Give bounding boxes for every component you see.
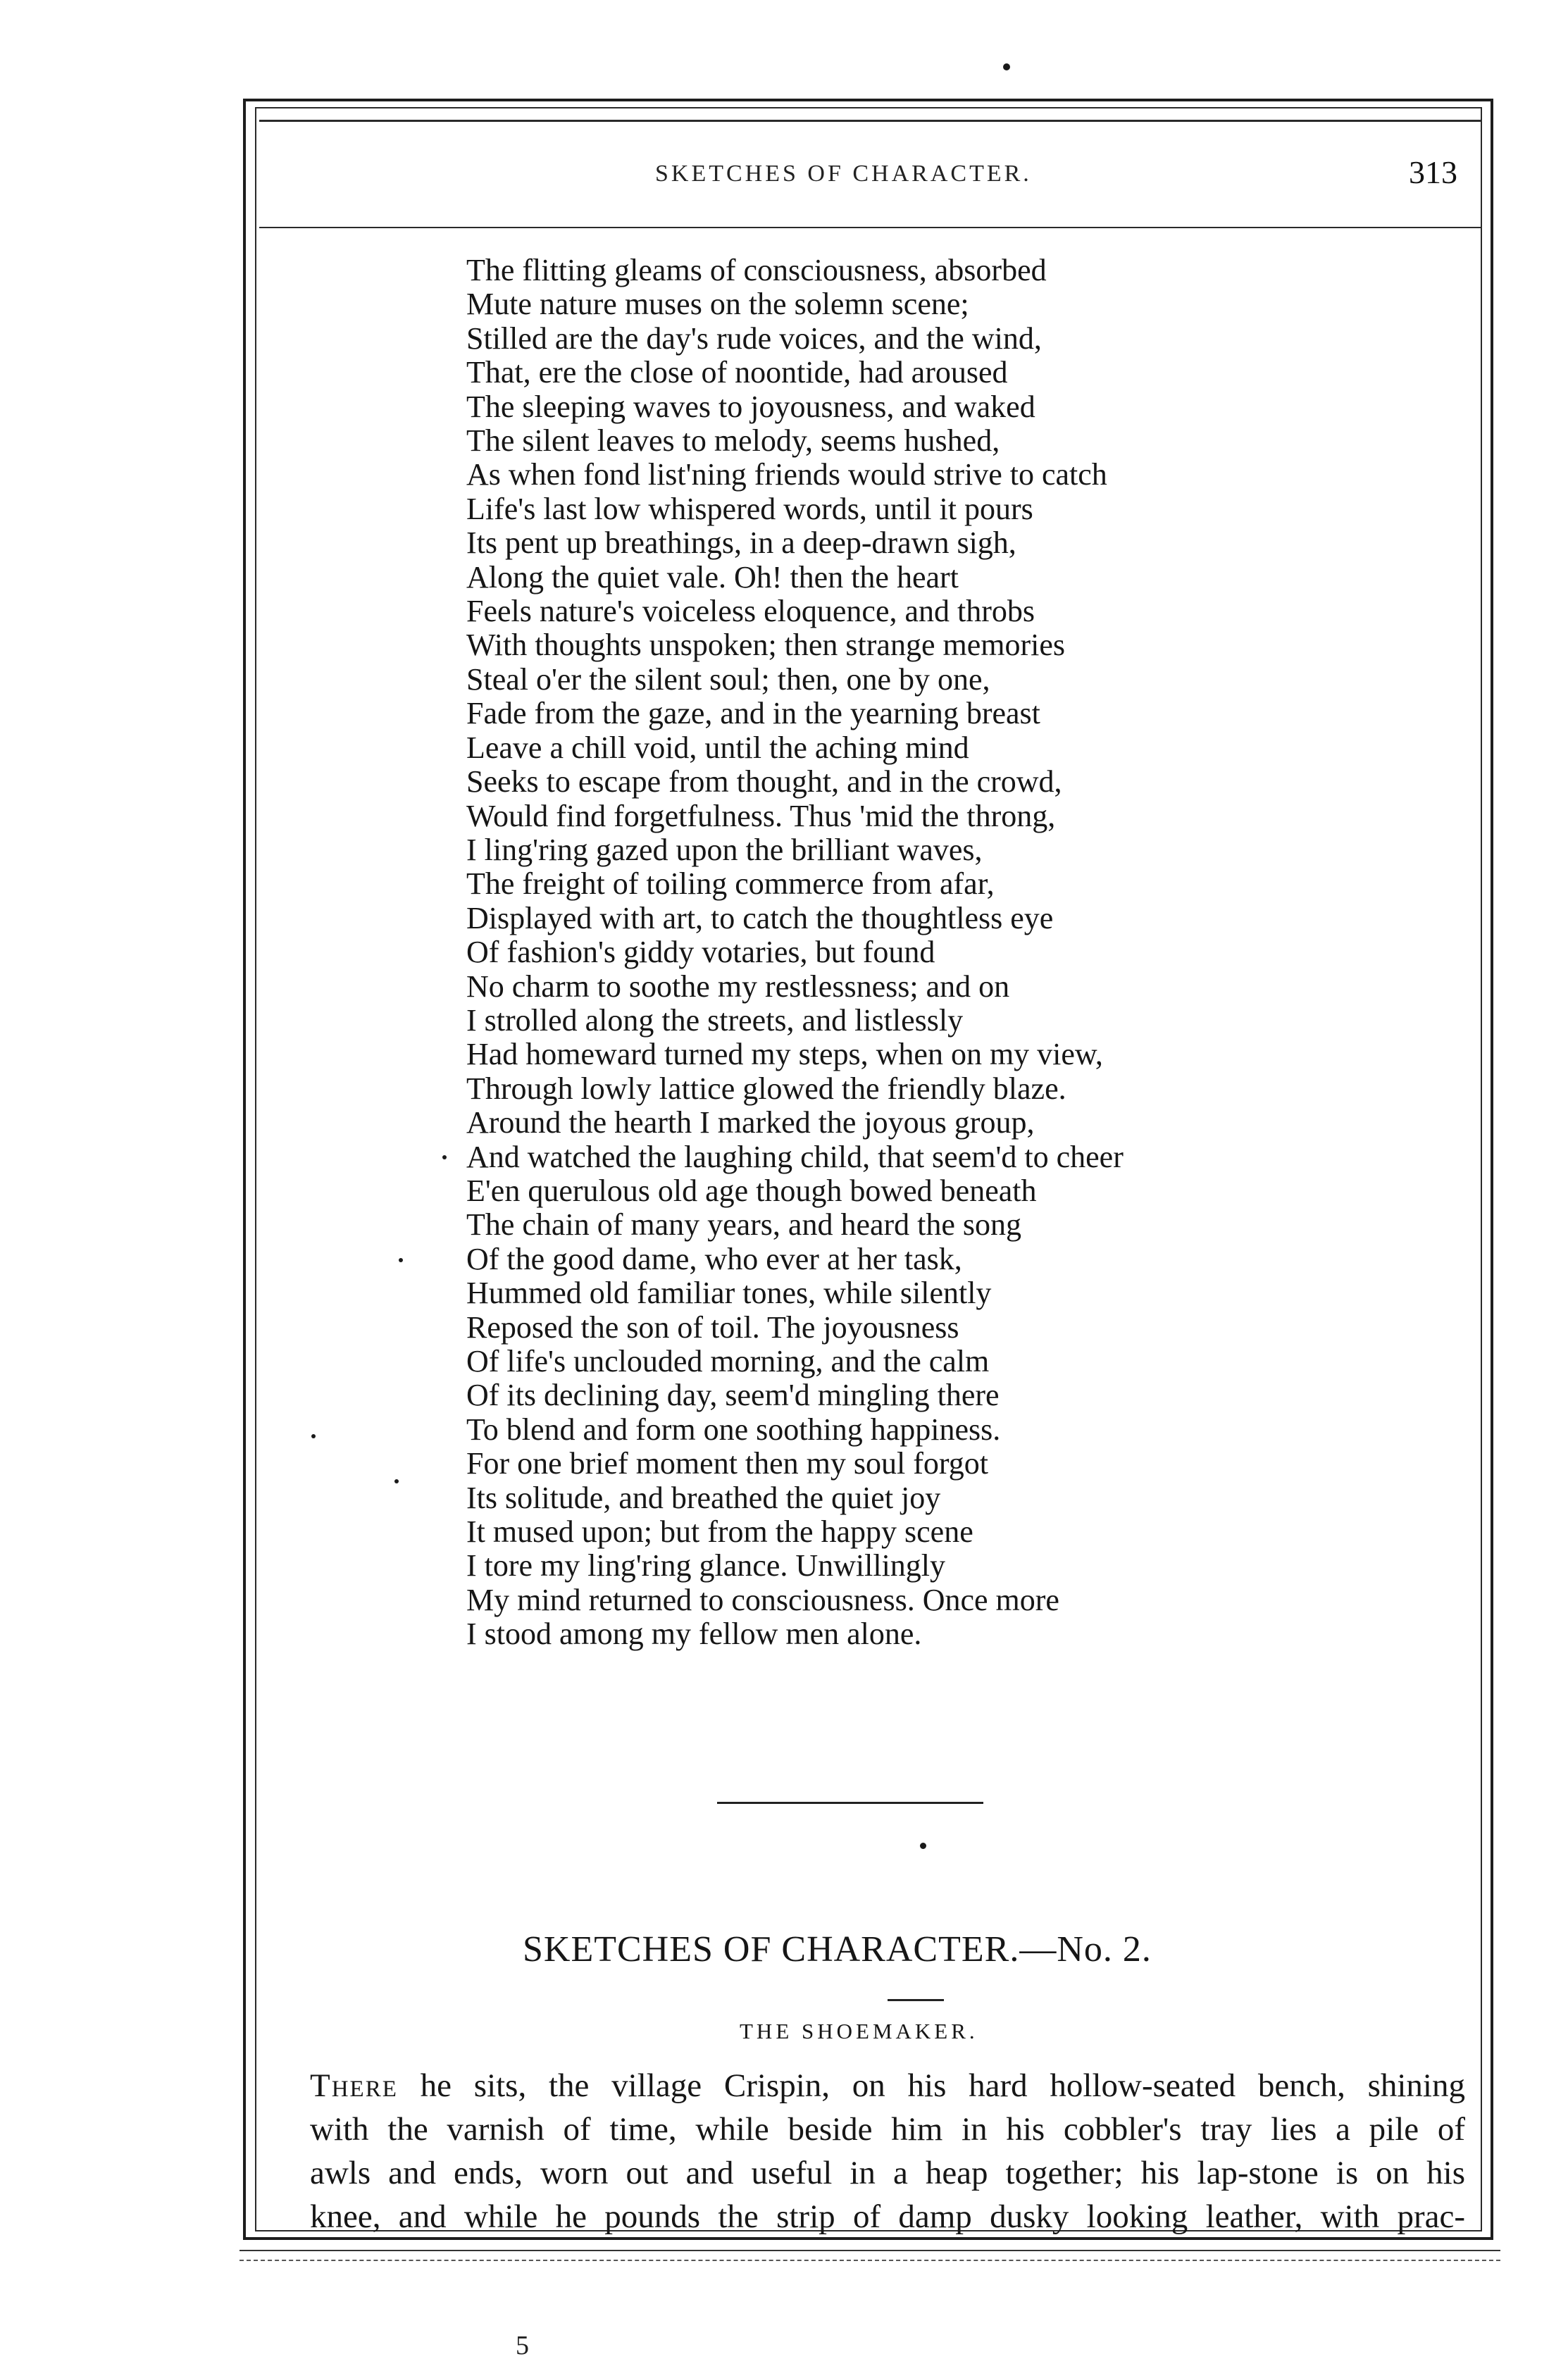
poem-line: Life's last low whispered words, until it pours [466, 491, 1033, 526]
poem-line: I strolled along the streets, and listlessly [466, 1002, 964, 1038]
footer-rule [239, 2250, 1500, 2251]
prose-line: knee, and while he pounds the strip of damp dusky looking leather, with prac- [310, 2198, 1465, 2235]
section-divider-dot [920, 1843, 926, 1849]
poem-line: Seeks to escape from thought, and in the crowd, [466, 764, 1062, 799]
poem-line: Reposed the son of toil. The joyousness [466, 1309, 959, 1345]
poem-line: No charm to soothe my restlessness; and on [466, 969, 1010, 1004]
poem-line: I stood among my fellow men alone. [466, 1617, 922, 1652]
prose-line [310, 2064, 1465, 2108]
poem-line: Of life's unclouded morning, and the calm [466, 1344, 990, 1378]
poem-line: Stilled are the day's rude voices, and the wind, [466, 320, 1042, 356]
poem-line: For one brief moment then my soul forgot [466, 1446, 988, 1481]
poem-line: Its solitude, and breathed the quiet joy [466, 1480, 941, 1515]
poem [466, 254, 1312, 1652]
poem-line: Its pent up breathings, in a deep-drawn sigh, [466, 525, 1016, 561]
poem-line: I ling'ring gazed upon the brilliant waves, [466, 832, 983, 867]
top-dot-mark [1003, 63, 1010, 70]
footer-rule-dashed [239, 2260, 1500, 2261]
poem-line: Around the hearth I marked the joyous group, [466, 1105, 1035, 1140]
poem-line: It mused upon; but from the happy scene [466, 1514, 973, 1550]
poem-line: Hummed old familiar tones, while silently [466, 1276, 992, 1311]
poem-line: Displayed with art, to catch the thoughtless eye [466, 900, 1054, 935]
poem-line: Of fashion's giddy votaries, but found [466, 935, 935, 970]
prose-paragraph [310, 2064, 1465, 2239]
section-subtitle: THE SHOEMAKER. [740, 2019, 978, 2043]
poem-line: Would find forgetfulness. Thus 'mid the throng, [466, 798, 1056, 833]
poem-line: Had homeward turned my steps, when on my view, [466, 1037, 1103, 1072]
poem-line: To blend and form one soothing happiness. [466, 1412, 1001, 1447]
poem-line: That, ere the close of noontide, had aroused [466, 355, 1008, 390]
poem-line: Feels nature's voiceless eloquence, and throbs [466, 594, 1035, 629]
poem-line: Of its declining day, seem'd mingling there [466, 1378, 1000, 1413]
header-rule-top [259, 120, 1481, 122]
section-title: SKETCHES OF CHARACTER.—No. 2. [523, 1929, 1152, 1969]
poem-line: My mind returned to consciousness. Once more [466, 1582, 1059, 1617]
margin-dot-mark [394, 1479, 399, 1483]
poem-line: The chain of many years, and heard the song [466, 1207, 1022, 1243]
page-number: 313 [1409, 154, 1457, 190]
poem-line: With thoughts unspoken; then strange memories [466, 628, 1065, 663]
poem-line: I tore my ling'ring glance. Unwillingly [466, 1548, 946, 1583]
margin-dot-mark [399, 1258, 403, 1262]
section-divider-rule [717, 1802, 983, 1804]
poem-line: Of the good dame, who ever at her task, [466, 1241, 962, 1276]
prose-line-text: he sits, the village Crispin, on his hard hollow-seated bench, shining [397, 2067, 1465, 2104]
prose-line: with the varnish of time, while beside him in his cobbler's tray lies a pile of [310, 2111, 1465, 2148]
prose-line: awls and ends, worn out and useful in a heap together; his lap-stone is on his [310, 2155, 1465, 2191]
poem-line: Through lowly lattice glowed the friendly blaze. [466, 1071, 1066, 1106]
drop-lead-word: There [310, 2067, 398, 2104]
poem-line: Along the quiet vale. Oh! then the heart [466, 559, 959, 594]
poem-line: As when fond list'ning friends would strive to catch [466, 457, 1107, 492]
poem-line: The sleeping waves to joyousness, and waked [466, 389, 1035, 424]
title-short-rule [888, 1999, 944, 2001]
signature-mark: 5 [516, 2331, 529, 2360]
poem-line: The flitting gleams of consciousness, absorbed [466, 253, 1047, 287]
poem-line: E'en querulous old age though bowed beneath [466, 1173, 1037, 1208]
running-head: SKETCHES OF CHARACTER. [655, 161, 1032, 187]
margin-dot-mark [442, 1155, 447, 1159]
margin-dot-mark [311, 1434, 316, 1438]
poem-line: The freight of toiling commerce from afar, [466, 866, 995, 902]
poem-line: And watched the laughing child, that seem'd to cheer [466, 1139, 1124, 1174]
header-rule-bottom [259, 227, 1481, 228]
poem-line: Fade from the gaze, and in the yearning breast [466, 696, 1040, 731]
poem-line: Steal o'er the silent soul; then, one by one, [466, 661, 990, 697]
poem-line: Leave a chill void, until the aching mind [466, 730, 969, 765]
poem-line: Mute nature muses on the solemn scene; [466, 287, 969, 322]
poem-line: The silent leaves to melody, seems hushed, [466, 423, 1000, 459]
